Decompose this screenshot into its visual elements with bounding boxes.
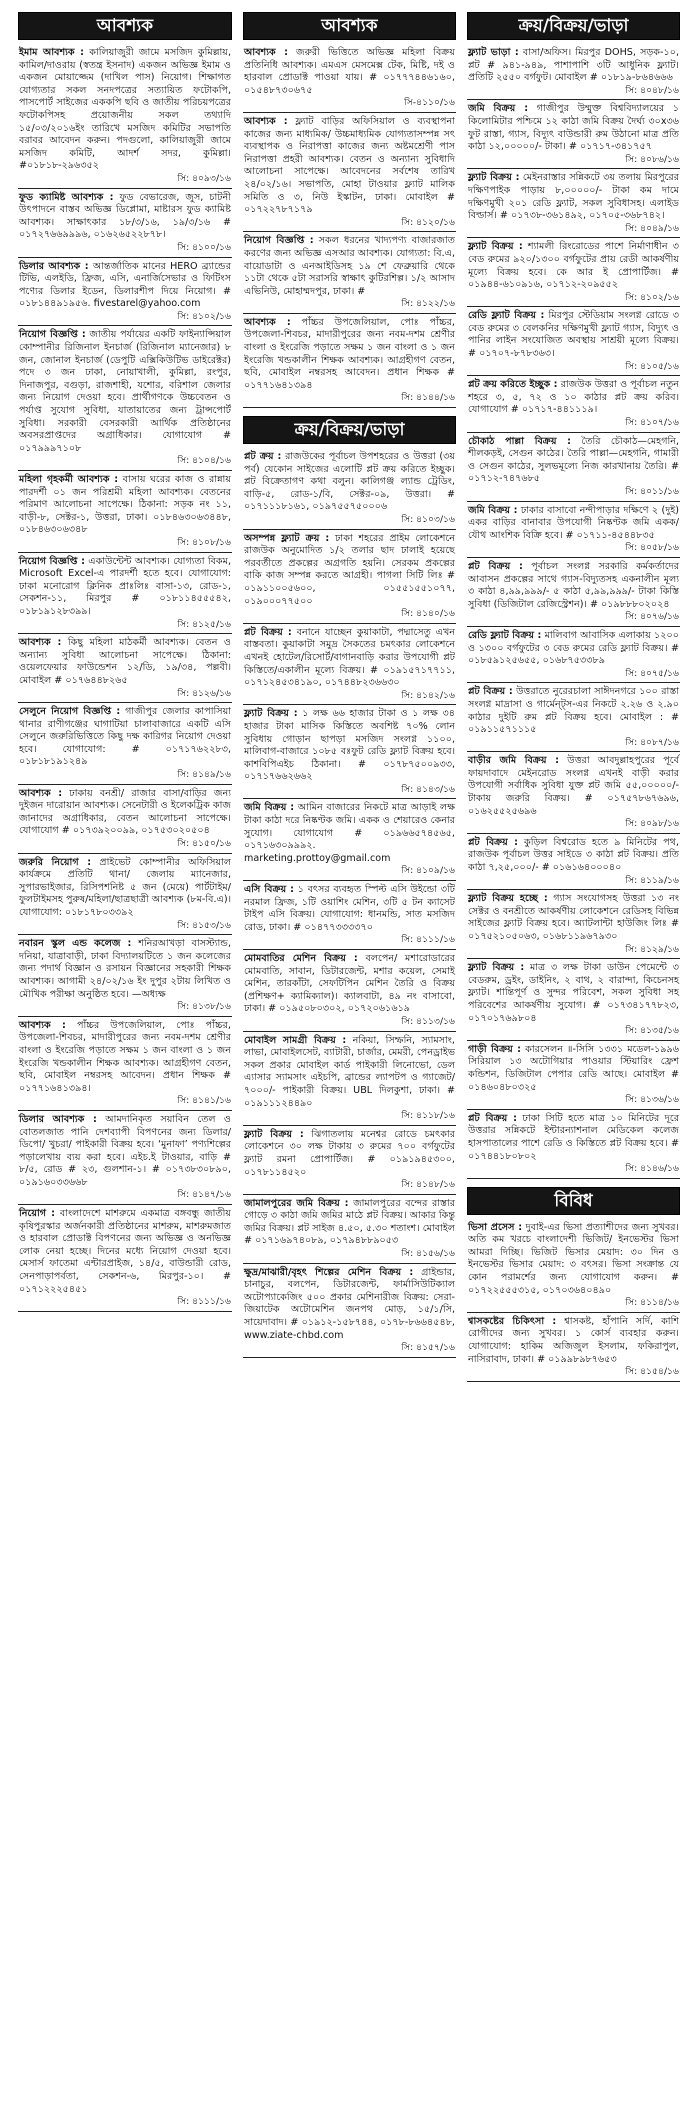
ad-code: সি: ৪১৫৭/১৬: [401, 1342, 455, 1354]
ad-body: বাসা/অফিস। মিরপুর DOHS, সড়ক-১০, প্লট # ৯৪১-৯৪৯, পাশাপাশি ৩টি আধুনিক ফ্ল্যাট। প্রতিটি ২৫৫০ বর্গফুট। মোবাইল # ০১৮১৯-৮৬৪৬৬৬: [468, 47, 679, 84]
ad-keyword: ফ্ল্যাট ভাড়া :: [468, 47, 519, 58]
ad-code: সি: ৪১০৭/১৬: [625, 417, 679, 429]
ad-body: ফ্ল্যাট বাড়ির অফিসিয়াল ও ব্যবস্থাপনা কাজের জন্য মাধ্যমিক/ উচ্চমাধ্যমিক যোগ্যতাসম্পন্ন সৎ ব্যবস্থাপক ও নিরাপত্তা কাজের জন্য অষ্টমশ্রেণী পাস নিরাপত্তা প্রহরী আবশ্যক। বেতন ও অন্যান্য সুবিধাদি আলোচনা সাপেক্ষে। আবেদনের সর্বশেষ তারিখ ২৪/০২/১৬। সভাপতি, মোহা টাওয়ার ফ্ল্যাট মালিক সমিতি ও ৩, নিউ ইস্কাটন, ঢাকা। মোবাইল # ০১৭২২৭৮৭১৭৯: [244, 115, 455, 216]
section-heading: ক্রয়/বিক্রয়/ভাড়া: [243, 416, 456, 444]
classified-ad: [467, 1041, 680, 1110]
ad-keyword: রেডি ফ্ল্যাট বিক্রয় :: [468, 310, 545, 322]
ad-body: তৈরি চৌকাঠ—মেহগনি, শীলকড়ই, সেগুন কাঠের। তৈরি পাল্লা—মেহগনি, গামারী ও সেগুন কাঠের, সুলভমূল্যে নিজ কারখানায় তৈরি। # ০১৭১২-৭৪৭৬৮৫: [468, 435, 680, 485]
ad-keyword: রেডি ফ্ল্যাট বিক্রয় :: [468, 629, 542, 641]
ad-code: সি: ৪১৪৯/১৬: [177, 769, 231, 781]
classified-ad: [243, 624, 456, 706]
classified-ad: [243, 44, 456, 113]
ad-keyword: জমি বিক্রয় :: [244, 802, 295, 814]
ad-code: সি: ৪১১১/১৬: [177, 1296, 231, 1308]
ad-keyword: আবশ্যক :: [19, 1019, 66, 1031]
classified-ad: [467, 1313, 680, 1382]
classified-ad: [467, 834, 680, 890]
classified-ad: [18, 1111, 232, 1205]
ad-body: জরুরী ভিত্তিতে অভিজ্ঞ মহিলা বিক্রয় প্রতিনিধি আবশ্যক। এমএস মেসমেক্স টেক, মিষ্টি, দই ও হারবাল প্রোডাক্ট পাওয়া যায়। # ০১৭৭৭৪৪৬১৬০, ০১৫৪৮৭৩০৬৭৫: [244, 47, 455, 96]
column-2: [243, 12, 456, 2103]
ad-keyword: প্লট বিক্রয় :: [468, 836, 518, 848]
classified-ad: [467, 627, 680, 683]
ad-body: দুবাই-এর ভিসা প্রত্যাশীদের জন্য সুখবর। অতি কম খরচে বাংলাদেশী ভিজিট/ ইনভেস্টর ভিসা আমরা দিচ্ছি। ভিজিট ভিসার মেয়াদ: ৩০ দিন ও ইনভেস্টর ভিসার মেয়াদ: ৩ বৎসর। ভিসা সংক্রান্ত যে কোন পরামর্শের জন্য যোগাযোগ করুন। # ০১৭২২৫৫৫৩১৫, ০১৭০৩৬৪০৪৯০: [468, 1221, 679, 1296]
classified-ad: [18, 1017, 232, 1111]
ad-code: সি: ৪১৫৬/১৬: [401, 1248, 455, 1260]
classified-ad: [467, 1110, 680, 1179]
ad-keyword: জমি বিক্রয় :: [468, 504, 518, 516]
ad-keyword: নিয়োগ :: [19, 1208, 56, 1220]
ad-code: সি: ৪১৫৩/১৬: [177, 919, 231, 931]
ad-body: কুড়িল বিশ্বরোড হতে ৯ মিনিটের পথ, রাজউক পূর্বাচল উত্তর সাইডে ৩ কাঠা প্লট বিক্রয়। প্রতি কাঠা ৭,২৫,০০০/- # ০১৬১৬৪০০০৪০: [468, 836, 679, 874]
classified-ad: [467, 683, 680, 752]
ad-keyword: এসি বিক্রয় :: [244, 884, 294, 896]
ad-keyword: ডিলার আবশ্যক :: [19, 1113, 97, 1125]
ad-keyword: ফ্ল্যাট বিক্রয় :: [468, 241, 523, 253]
ad-body: মিরপুর স্টেডিয়াম সংলগ্ন রোডে ৩ বেড রুমের ৩ বেলকনির দক্ষিণমুখী ফ্ল্যাট গ্যাস, বিদ্যুৎ ও পানির লাইন সংযোজিত অবস্থায় সাশ্রয়ী মূল্যে বিক্রয়। # ০১৭০৭-৮৭৮৩৬৩।: [468, 310, 679, 360]
ad-code: সি: ৪১৩৬/১৬: [625, 1094, 679, 1106]
classified-ad: [467, 1219, 680, 1313]
ad-keyword: আবশ্যক :: [244, 316, 291, 328]
classified-ad: [243, 232, 456, 314]
classified-ad: [18, 326, 232, 471]
ad-body: ১ বৎসর ব্যবহৃত স্পিল্ট এসি উইন্ডো ৩টি নরমাল ফ্রিজ, ১টি ওয়াশিং মেশিন, ৩টি ৫ টন ক্যাসেট টাইপ এসি বিক্রয়। যোগাযোগ: ধানমন্ডি, সাত মসজিদ রোড, ঢাকা। # ০১৪৭৭৩৩৩৩৭০: [244, 884, 456, 933]
ad-code: সি: ৪০৯৩/১৬: [177, 172, 231, 184]
ad-code: সি: ৪১৪৭/১৬: [177, 1189, 231, 1201]
ad-keyword: ভিসা প্রসেস :: [468, 1221, 523, 1233]
ad-keyword: প্লট বিক্রয় :: [468, 560, 523, 572]
ad-body: গাজীপুর উম্মুক্ত বিশ্ববিদ্যালয়ের ১ কিলোমিটার পশ্চিমে ১২ কাঠা জমি বিক্রয় দৈর্ঘ্য ৩০x৩৬ ফুট রাস্তা, গ্যাস, বিদ্যুৎ বাউন্ডারী রুম উঠানো মাত্র প্রতি কাঠা ১২,০০০০০/- টাকা। # ০১৭১৭-৩৪১৭৫৭: [468, 103, 679, 153]
ad-keyword: অসম্পন্ন ফ্ল্যাট ক্রয় :: [244, 532, 330, 544]
ad-code: সি: ৪১৪২/১৬: [401, 689, 455, 701]
ad-keyword: ফ্ল্যাট বিক্রয় হচ্ছে :: [468, 893, 548, 905]
ad-body: একাউন্টেন্ট আবশ্যক। যোগ্যতা বিকম, Microsoft Excel-এ পারদর্শী হতে হবে। যোগাযোগ: ঢাকা মনোরোগ ক্লিনিক প্রাঃলিঃ বাসা-১৩, রোড-১, সেকশন-১১, মিরপুর # ০১৮১১৪৫৫৫৪২, ০১৮১৯১২৮৩৯৯।: [19, 555, 231, 617]
ad-code: সি: ৪১৪৮/১৬: [401, 1179, 455, 1191]
ad-body: কালিয়াজুরী জামে মসজিদ কুমিল্লায়, কামিল/দাওরায় (স্বতন্ত্র ইসনাদ) একজন অভিজ্ঞ ইমাম ও একজন মোয়াজ্জেম (দাখিল পাস) নিয়োগ। শিক্ষাগত যোগ্যতার সকল সনদপত্রের সত্যায়িত ফটোকপি, পাসপোর্ট সাইজের এককপি ছবি ও জাতীয় পরিচয়পত্রের ফটোকপিসহ প্রয়োজনীয় সকল তথ্যাদি ১৫/০৩/২০১৬ইং তারিখে মসজিদ কমিটির সভাপতি বরাবর আবেদন করুন। পদগুলো, কালিয়াজুরী জামে মসজিদ কমিটি, আদর্শ সদর, কুমিল্লা। #০১৮১৮-২৯৬৩৫২: [19, 47, 231, 172]
ad-body: মেইনরাস্তার সন্নিকটে ৩য় তলায় মিরপুরের দক্ষিণপাইক পাড়ায় ৮,০০০০০/- টাকা কম দামে দক্ষিণমুখী ২০১ রেডি ফ্ল্যাট, সকল সুবিধাসহ। এলাইড বিল্ডার্স। # ০১৭৩৮-৩৬১৪৯২, ০১৭০৫-৩৬৮৭৪২।: [468, 172, 679, 222]
ad-keyword: প্লট বিক্রয় :: [468, 686, 513, 698]
ad-body: ১ লক্ষ ৬৬ হাজার টাকা ও ১ লক্ষ ৩৪ হাজার টাকা মাসিক কিস্তিতে অবশিষ্ট ৭০% লোন সুবিধায় গোড়ান ছাপড়া মসজিদ সংলগ্ন ১১০০, মালিবাগ-বাজারে ১০৮৫ বঃফুট রেডি ফ্ল্যাট বিক্রয় হবে। কাশবিপিএইচ ঠিকানা। # ০১৭৮৭৫০০৯৩৩, ০১৭১৭৬৬২৬৬২: [244, 708, 455, 783]
ad-code: সি: ৪১৩৫/১৬: [625, 1025, 679, 1037]
ad-keyword: নিয়োগ বিজ্ঞপ্তি :: [19, 329, 86, 341]
classified-ad: [243, 448, 456, 530]
classified-ad: [18, 189, 232, 258]
ad-code: সি: ৪০৭৬/১৬: [625, 611, 679, 623]
classified-ad: [243, 1126, 456, 1195]
ad-body: পাঁচ্চর উপজেলিয়াল, পোঃ পাঁচ্চর, উপজেলা-শিবচর, মাদারীপুরের জন্য নবম-দশম শ্রেণীর বাংলা ও ইংরেজি পড়াতে সক্ষম ১ জন বাংলা ও ১ জন ইংরেজি খন্ডকালীন শিক্ষক আবশ্যক। আগ্রহীগণ বেতন, ছবি, মোবাইল নম্বরসহ আবেদন। প্রধান শিক্ষক # ০১৭৭১৬৪১৩৯৪: [244, 316, 455, 391]
section-heading: আবশ্যক: [18, 12, 232, 40]
ad-body: আন্তর্জাতিক মানের HERO ব্র্যান্ডের টিভি, এলইডি, ফ্রিজ, এসি, এনার্জিসেভার ও ফিটিংস পণ্যের ডিলার ইডেন, ডিলারশীপ দিয়ে নিয়োগ। # ০১৮১৪৪৯১৯৫৬. fivestarel@yahoo.com: [19, 260, 231, 310]
ad-body: রাজউকের পূর্বাচল উপশহরের ও উত্তরা (৩য় পর্ব) যেকোন সাইজের এলোটি প্লট ক্রয় করিতে ইচ্ছুক। প্লট বিক্রেতাগণ কথা বলুন। কালিগঞ্জ ল্যান্ড ট্রেডিং, বাড়ি-৫, রোড-১/বি, সেক্টর-০৯, উত্তরা। # ০১৭১১১৮১৬১, ০১৯৭৫৫৭৫০০০৬: [244, 451, 455, 513]
classified-ad: [467, 502, 680, 558]
ad-code: সি: ৪১০০/১৬: [177, 241, 231, 253]
classified-ad: [18, 471, 232, 553]
classified-ad: [18, 703, 232, 785]
ad-body: ফুড বেভারেজ, জুস, চাটনী উৎপাদনে বাস্তব অভিজ্ঞ ডিপ্লোমা, মাষ্টারস ফুড ক্যামিষ্ট আবশ্যক। সাক্ষাৎকার ১৮/৩/১৬, ১৯/৩/১৬ # ০১৭২৭৬৬৯৯৯৬, ০১৬২৬৫২২৮৭৮।: [19, 191, 231, 241]
ad-code: সি: ৪০৯৮/১৬: [625, 818, 679, 830]
ad-body: নকিয়া, সিম্ফনি, স্যামসাং, লাভা, মোবাইলসেট, ব্যাটারী, চার্জার, মেমরী, পেনড্রাইভ সকল প্রকার মোবাইল কার্ড পাইকারী লিনোভো, ডেল এ্যাসার স্যামসাং এইচপি, ব্রান্ডের ল্যাপটপ ও গ্যাজেট/ ৭০০০/- পাইকারী বিক্রয়। UBL দিলকুশা, ঢাকা। # ০১৯১১১২৪৪৯০: [244, 1034, 455, 1109]
ad-body: শ্বাসকষ্ট, হাঁপানি সর্দি, কাশি রোগীদের জন্য সুখবর। ১ কোর্স ব্যবহার করুন। যোগাযোগ: হাকিম অজিজুল ইসলাম, ফকিরাপুল, নাসিরাবাদ, ঢাকা। # ০১৯৯৮৯৮৭৬৫৩: [468, 1315, 679, 1365]
ad-body: গাজীপুর জেলার কাপাসিয়া থানার রাণীগঞ্জের ঘাগাটিয়া চালাবাজারে একটি এসি সেলুনে জরুরিভিত্তিতে কিছু দক্ষ কারিগর নিয়োগ দেওয়া হবে। যোগাযোগ: # ০১৭১৭৬২২৮৩, ০১৮১৮১৯১২৪৯: [19, 706, 231, 768]
ad-body: সকল ধরনের খাদ্যপণ্য বাজারজাত করণের জন্য অভিজ্ঞ এসআর আবশ্যক। যোগ্যতা: বি.এ, বায়োডাটা ও এনআইডিসহ ১৯ শে ফেব্রুয়ারি থেকে ১১টা থেকে ৫টা সরাসরি স্বাক্ষাৎ কুটিরশিল্প। ১/২ আসাদ এভিনিউ, মোহাম্মদপুর, ঢাকা। #: [244, 235, 455, 297]
classified-ad: [243, 1032, 456, 1126]
classified-ad: [243, 799, 456, 881]
classified-ad: [467, 169, 680, 238]
ad-body: উত্তরা আবদুল্লাহপুরের পূর্বে ফায়দাবাদে মেইনরোড সংলগ্ন এখনই বাড়ী করার উপযোগী সর্বাধিক সুবিধা যুক্ত প্লট জমি ৫৫,০০০০০/- টাকায় জরুরি বিক্রয়। # ০১৭৫৭৮৬৭৬৯৬, ০১৬২৫৫২৫৬৯৬: [468, 755, 680, 817]
ad-body: জাতীয় পর্যায়ের একটি ফাইন্যান্সিয়াল কোম্পানীর রিজিনাল ইনচার্জ (রিজিনাল ম্যানেজার) ৮ জন, জোনাল ইনচার্জ (ডেপুটি এক্সিকিউটিভ ডাইরেক্টর) পদে ৩ জন ঢাকা, নোয়াখালী, কুমিল্লা, রংপুর, দিনাজপুর, বগুড়া, রাজশাহী, যশোর, বরিশাল জেলার জন্য নিয়োগ দেওয়া হবে। প্রার্থীগণকে উচ্চবেতন ও পর্যাপ্ত সুযোগ সুবিধা, যাতায়াতের জন্য ট্রান্সপোর্ট সুবিধা। সরকারী বেসরকারী আর্থিক প্রতিষ্ঠানের অবসরপ্রাপ্তদের অগ্রাধিকার। যোগাযোগ # ০১৭৯৯৯৭১০৮: [19, 329, 231, 454]
ad-keyword: ফ্ল্যাট বিক্রয় :: [244, 708, 298, 720]
ad-keyword: প্লট ক্রয় :: [244, 451, 282, 463]
ad-body: কারসেলন ॥-সিসি ১৩৩১ মডেল-১৯৯৬ সিরিয়াল ১৩ অটোগিয়ার পাওয়ার স্টিয়ারিং ফ্রেশ কন্ডিশন, ডিজিটাল পেপার রেডি আছে। মোবাইল # ০১৪৬০৪৮০৩২৫: [468, 1043, 679, 1093]
ad-keyword: ফ্ল্যাট বিক্রয় :: [244, 1128, 304, 1140]
ad-code: সি: ৪১৩৮/১৬: [177, 1001, 231, 1013]
ad-code: সি: ৪১২০/১৬: [401, 216, 455, 228]
classified-ad: [467, 44, 680, 100]
ad-code: সি: ৪১২৫/১৬: [177, 618, 231, 630]
ad-code: সি: ৪১০৪/১৬: [177, 455, 231, 467]
ad-code: সি: ৪১১১/১৬: [401, 934, 455, 946]
ad-code: সি: ৪১০৯/১৬: [401, 865, 455, 877]
ad-code: সি: ৪১০৫/১৬: [625, 360, 679, 372]
section-heading: বিবিধ: [467, 1187, 680, 1215]
ad-keyword: প্লট বিক্রয় :: [468, 1112, 517, 1124]
classified-ad: [467, 959, 680, 1041]
ad-body: বাংলাদেশে মাশরুমে একমাত্র বঙ্গবন্ধু জাতীয় কৃষিপুরস্কার অর্জনকারী প্রতিষ্ঠানের মাশরুম, মাশরুমজাত ও হারবাল প্রোডাক্ট বিপণনের জন্য অভিজ্ঞ ও অনভিজ্ঞ লোক নেয়া হচ্ছে। দিনের মধ্যে নিয়োগ দেওয়া হবে। মেসার্স ফাতেমা এন্টারপ্রাইজ, ১৪/৫, বাউন্ডারী রোড, সেনপাড়াপর্বতা, সেকশন-৬, মিরপুর-১০। # ০১৭১২২২৫৪৫১: [19, 1208, 231, 1295]
ad-code: সি: ৪০১১/১৬: [625, 486, 679, 497]
ad-code: সি: ৪১৫০/১৬: [177, 838, 231, 850]
ad-body: বাসায় ঘরের কাজ ও রান্নায় পারদর্শী ০১ জন পরিশ্রমী মহিলা আবশ্যক। বেতনের পরিমাণ আলোচনা সাপেক্ষে। ঠিকানা: সড়ক নং ১১, বাড়ী-৮, সেক্টর-১, উত্তরা, ঢাকা। ০১৮৪৬৩০৬৩৪৪৮, ০১৮৪৬৩০৬৩৪৮: [19, 474, 231, 536]
ad-keyword: নবারন স্কুল এন্ড কলেজ :: [19, 938, 132, 950]
ad-keyword: ফ্ল্যাট বিক্রয় :: [468, 962, 525, 974]
classified-ad: [467, 433, 680, 502]
ad-keyword: প্লট ক্রয় করিতে ইচ্ছুক :: [468, 379, 558, 391]
ad-code: সি: ৪০৪৯/১৬: [625, 222, 679, 234]
classified-ad: [467, 100, 680, 169]
ad-body: আমদানিকৃত সয়াবিন তেল ও বোতলজাত পানি দেশব্যাপী বিপণনের জন্য ডিলার/ ডিপো/ খুচরা/ পাইকারী বিক্রয় হবে। ‘মুনাফা’ পণ্যশিল্পের পড়ালেখায় ব্যয় করা হবে। এইচ.ই টাওয়ার, বাড়ি # ৮/৫, রোড # ২৩, গুলশান-১। # ০১৭৩৮৩০৮৯০, ০১৯১৬০৩৩৬৬৮: [19, 1113, 231, 1188]
classified-ad: [467, 752, 680, 834]
ad-keyword: ক্ষুদ্র/মাঝারী/বৃহৎ শিল্পের মেশিন বিক্রয় :: [244, 1266, 414, 1278]
ad-code: সি: ৪১২২/১৬: [401, 298, 455, 310]
ad-code: সি: ৪১৪১/১৬: [177, 1095, 231, 1107]
classified-ad: [18, 258, 232, 327]
section-heading: ক্রয়/বিক্রয়/ভাড়া: [467, 12, 680, 40]
ad-code: সি: ৪০৭৫/১৬: [625, 667, 679, 679]
classified-ad: [243, 1195, 456, 1264]
classified-ad: [18, 854, 232, 936]
ad-keyword: চৌকাঠ পাল্লা বিক্রয় :: [468, 435, 571, 447]
ad-keyword: শ্বাসকষ্টের চিকিৎসা :: [468, 1315, 557, 1327]
ad-code: সি: ৪১২৬/১৬: [177, 687, 231, 699]
ad-body: গ্রাইন্ডার, চানাচুর, বলপেন, ডিটারজেন্ট, ফার্মাসিউটিক্যাল অটোপ্যাকেজিং ৫০০ প্রকার মেশিনারীজ বিক্রয়: সেরা-জিয়াটেক অটোমেশিন জনপথ মোড়, ১৫/১/সি, সায়েদাবাদ। # ০১৯১২-১৫৮৭৪৪, ০১৭৮-৮৬৬৪৫৪৮, www.ziate-chbd.com: [244, 1266, 455, 1341]
classified-ad: [243, 530, 456, 624]
ad-keyword: ডিলার আবশ্যক :: [19, 260, 89, 272]
ad-code: সি: ৪১৪৬/১৬: [625, 1163, 679, 1175]
ad-code: সি: ৪১১৩/১৬: [401, 1015, 455, 1027]
ad-body: ঢাকা সিটি হতে মাত্র ১০ মিনিটের দূরে উত্তরার সন্নিকটে ইন্টারন্যাশনাল মেডিকেল কলেজ হাসপাতালের পাশে রেডি ও কিস্তিতে প্লট বিক্রয় হবে। # ০১৭৪৪১৮০৮০২: [468, 1112, 679, 1162]
ad-code: সি: ৪০৫৮/১৬: [625, 542, 679, 554]
ad-code: সি: ৪১২৯/১৬: [625, 943, 679, 955]
ad-keyword: সেলুনে নিয়োগ বিজ্ঞপ্তি :: [19, 706, 121, 718]
ad-code: সি: ৪১৫৪/১৬: [625, 1366, 679, 1378]
ad-keyword: নিয়োগ বিজ্ঞপ্তি :: [19, 555, 85, 567]
ad-keyword: মহিলা গৃহকর্মী আবশ্যক :: [19, 474, 119, 485]
ad-keyword: প্লট বিক্রয় :: [244, 626, 292, 638]
ad-body: উত্তরাতে নুরেরচালা সাঈদনগরে ১০০ রাস্তা সংলগ্ন মাদ্রাসা ও গার্মেন্ট্স-এর নিকটে ২.২৬ ও ২.৯০ কাঠার দুইটি রুম প্লট বিক্রয় হবে। মোবাইল : # ০১৯১১৫৭১১১৫: [468, 686, 679, 736]
ad-keyword: জমি বিক্রয় :: [468, 103, 529, 115]
ad-code: সি: ৪০৮৭/১৬: [625, 736, 679, 748]
ad-code: সি: ৪০৮৬/১৬: [625, 153, 679, 165]
ad-keyword: ইমাম আবশ্যক :: [19, 47, 84, 58]
ad-code: সি: ৪০৪৮/১৬: [625, 84, 679, 96]
ad-code: সি: ৪১৪৩/১৬: [401, 783, 455, 795]
ad-code: সি: ৪১০৮/১৬: [177, 536, 231, 548]
classified-ad: [243, 113, 456, 232]
column-3: [467, 12, 680, 2103]
ad-keyword: আবশ্যক :: [19, 637, 62, 649]
ad-body: ঢাকা শহরের প্রাইম লোকেশনে রাজউক অনুমোদিত ১/২ তলার ছাদ ঢালাই হয়েছে পরবর্তীতে প্রকল্পের অগ্রগতি হয়নি। সেরকম প্রকল্পের বাকি কাজ সম্পন্ন করতে আগ্রহী। পাগলা সিটি লিঃ # ০১৯১১০০৫৬০০, ০১৫৫১৫৫১০৭৭, ০১৯০০০৭৭৫০০: [244, 532, 456, 607]
classified-ad: [243, 1264, 456, 1358]
ad-code: সি: ৪১৪৪/১৬: [401, 392, 455, 404]
classified-ad: [18, 785, 232, 854]
classified-ad: [18, 634, 232, 703]
classified-ad: [467, 307, 680, 376]
ad-keyword: আবশ্যক :: [19, 787, 63, 799]
ad-body: জামালপুরের বন্দের রাস্তার গোড়ে ৩ কাঠা জমি জমির মাঠে প্লট বিক্রয়। আকার কিন্তু জমির বিক্রয়। প্লট সাইজ ৪.৫০, ৫.৩০ শতাংশ। মোবাইল # ০১৭১৬৯৭৪০৮৯, ০১৭৯৪৮৮৯০৫৩: [244, 1197, 455, 1247]
ad-body: আমিন বাজারের নিকটে মাত্র আড়াই লক্ষ টাকা কাঠা দরে নিষ্কণ্টক জমি। একক ও শেয়ারেও কেনার সুযোগ। যোগাযোগ # ০১৯৬৬৫৭৪৫৬৫, ০১৭১৬৩০৯৯৯২. marketing.prottoy@gmail.com: [244, 802, 455, 864]
ad-keyword: মোমবাতির মেশিন বিক্রয় :: [244, 953, 358, 964]
ad-body: ঢাকার বাসাবো নন্দীপাড়ার দক্ষিণে ২ (দুই) একর বাড়ির বানাবার উপযোগী নিষ্কণ্টক জমি একক/যৌথ আংশিক বিক্রি হবে। # ০১৭১১-৪৫৪৪৮৩৫: [468, 504, 679, 541]
ad-code: সি: ৪১১৪/১৬: [625, 1297, 679, 1309]
ad-body: বলপেন/ মশারোডারের মোমবাতি, সাবান, ডিটারজেন্ট, মশার কয়েল, সেমাই মেশিন, তারকাঁটা, সেফটিপিন মেশিন তৈরি ও বিক্রয় (প্রশিক্ষণ+ ক্যামিক্যাল)। ক্যালবাটা, ৪৯ নং বাসাবো, ঢাকা। # ০১৯৫০৮০৩০২, ০১৭২০৬১৬১৯: [244, 953, 455, 1015]
classified-ad: [467, 890, 680, 959]
ad-body: মালিবাগ আবাসিক এলাকায় ১২০০ ও ১৩০০ বর্গফুটের ৩ বেড রুমের রেডি ফ্ল্যাট বিক্রয়। # ০১৮৫৯১২৫৬৫৫, ০১৬৮৭৫৩৩৮৯: [468, 629, 679, 667]
classified-ad: [467, 558, 680, 627]
classified-ad: [18, 935, 232, 1017]
ad-code: সি: ৪১০২/১৬: [177, 310, 231, 322]
column-1: [18, 12, 232, 2103]
ad-body: শনিরআখড়া বাসস্ট্যান্ড, দনিয়া, যাত্রাবাড়ী, ঢাকা বিদ্যালয়টিতে ১ জন কলেজের জন্য পদার্থ বিজ্ঞান ও রসায়ন বিজ্ঞানের সহকারী শিক্ষক আবশ্যক। আগামী ২৪/০২/১৬ ইং দুপুর ২টায় লিখিত ও মৌখিক পরীক্ষা অনুষ্ঠিত হবে। —অধ্যক্ষ: [19, 938, 231, 1000]
ad-body: কিছু মহিলা মাঠকর্মী আবশ্যক। বেতন ও অন্যান্য সুবিধা আলোচনা সাপেক্ষে। ঠিকানা: ওয়েলফেয়ার ফাউন্ডেশন ১২/ডি, ১৯/৩৪, পল্লবী। মোবাইল # ০১৭৬৪৪৮২৬৫: [19, 637, 231, 686]
ad-body: রাজউক উত্তরা ও পূর্বাচল নতুন শহরে ৩, ৫, ৭২ ও ১০ কাঠার প্লট ক্রয় করিব। যোগাযোগ # ০১৭১৭-৪৪১১১৯।: [468, 379, 679, 416]
classified-ad: [243, 950, 456, 1032]
ad-code: সি: ৪১৪০/১৬: [401, 608, 455, 620]
ad-code: সি: ৪১০২/১৬: [625, 291, 679, 303]
ad-keyword: বাড়ীর জমি বিক্রয় :: [468, 755, 559, 767]
classified-ad: [18, 553, 232, 635]
classified-ad: [243, 881, 456, 950]
classified-ad: [467, 376, 680, 432]
ad-body: ঝিগাতলায় মনেশ্বর রোডে চমৎকার লোকেশনে ৩০ লক্ষ টাকায় ৩ রুমের ৭০০ বর্গফুটের ফ্ল্যাট রমনা প্রোপার্টিজ। # ০১৯১৯৪৫৩০০, ০১৭৮১১৪৫২০: [244, 1128, 455, 1178]
ad-keyword: ফুড ক্যামিষ্ট আবশ্যক :: [19, 191, 114, 203]
ad-code: সি-৪১১০/১৬: [404, 97, 455, 109]
ad-code: সি: ৪১১৮/১৬: [401, 1110, 455, 1122]
ad-body: শ্যামলী রিংরোডের পাশে নির্মাণাধীন ৩ বেড রুমের ৯২০/১৩০০ বর্গফুটের প্রায় রেডী আকর্ষণীয় মূল্যে বিক্রয় হবে। কে আর ই প্রোপার্টিজ। # ০১৯৪৪-৬১০৯১৬, ০১৭১২-২০৯৫৫২: [468, 241, 679, 291]
ad-body: পাঁচ্চর উপজেলিয়াল, পোঃ পাঁচ্চর, উপজেলা-শিবচর, মাদারীপুরের জন্য নবম-দশম শ্রেণীর বাংলা ও ইংরেজি পড়াতে সক্ষম ১ জন বাংলা ও ১ জন ইংরেজি খন্ডকালীন শিক্ষক আবশ্যক। আগ্রহীগণ বেতন, ছবি, মোবাইল নম্বরসহ আবেদন। প্রধান শিক্ষক # ০১৭৭১৬৪১৩৯৪।: [19, 1019, 231, 1094]
section-heading: আবশ্যক: [243, 12, 456, 40]
classified-ad: [243, 314, 456, 408]
ad-body: পূর্বাচল সংলগ্ন সরকারি কর্মকর্তাদের আবাসন প্রকল্পের সাথে গ্যাস-বিদ্যুতসহ একনালীন মূল্য ৩ কাঠা ৪,৯৯,৯৯৯/- ৫ কাঠা ৫,৯৯,৯৯৯/- টাকা কিস্তি সুবিধা (ডিজিটাল রেজিস্ট্রেশন)। # ০১৯৮৮৮০২০২৪: [468, 560, 679, 610]
ad-body: গ্যাস সংযোগসহ উত্তরা ১৩ নং সেক্টর ও বনশ্রীতে আকর্ষণীয় লোকেশনে রেডিসহ বিভিন্ন সাইজের ফ্ল্যাট বিক্রয় হবে। অ্যাটলান্টা হাউজিং লিঃ # ০১৭৫২১০৫০৬৩, ০১৬৮১১৯৬৭৯৩০: [468, 893, 679, 942]
ad-code: সি: ৪১১৯/১৬: [625, 874, 679, 886]
ad-keyword: মোবাইল সামগ্রী বিক্রয় :: [244, 1034, 347, 1046]
ad-keyword: আবশ্যক :: [244, 47, 288, 58]
ad-keyword: গাড়ী বিক্রয় :: [468, 1043, 522, 1055]
ad-keyword: আবশ্যক :: [244, 115, 288, 127]
ad-code: সি: ৪১০৩/১৬: [401, 514, 455, 525]
classified-ad: [243, 705, 456, 799]
classified-ad: [467, 238, 680, 307]
ad-body: ঢাকায় বনশ্রী/ রাজার বাসা/বাড়ির জন্য দুইজন দারোয়ান আবশ্যক। সেনেটারী ও ইলেকট্রিক কাজ জানাদের অগ্রাধিকার, বেতন আলোচনা সাপেক্ষে। যোগাযোগ # ০১৭৩৯২০০৯৯, ০১৭৫৩০২০৫০৪: [19, 787, 231, 837]
ad-keyword: নিয়োগ বিজ্ঞপ্তি :: [244, 235, 314, 247]
ad-body: মাত্র ৩ লক্ষ টাকা ডাউন পেমেন্টে ৩ বেডরুম, ড্রইং, ডাইনিং, ২ বাথ, ২ বারান্দা, কিচেনসহ ফ্ল্যাট। শান্তিপূর্ণ ও সুন্দর পরিবেশ, সকল সুবিধা সহ পরিবেশের আকর্ষণীয় সুযোগ। # ০১৭৩৪১৭৭৮২৩, ০১৭০১৭৬৯৮০৪: [468, 962, 679, 1024]
ad-keyword: জরুরি নিয়োগ :: [19, 856, 92, 868]
ad-body: বনানে যাচ্ছেন কুয়াকাটা, পদ্মাসেতু এখন বাস্তবতা। কুয়াকাটা সমুদ্র সৈকতের চমৎকার লোকেশনে এখনই হোটেল/রিসোর্ট/বাগানবাড়ি করার উপযোগী প্লট কিস্তিতে/একালীন মূল্যে বিক্রয়। # ০১৯১৫৭১৭৭১১, ০১৭১২৪৫৩৪১৯০, ০১৭৪৪৮২৩৬৬৩০: [244, 626, 455, 689]
ad-keyword: ফ্ল্যাট বিক্রয় :: [468, 172, 520, 184]
classified-ad: [18, 1205, 232, 1312]
ad-body: প্রাইভেট কোম্পানীর অফিসিয়াল কার্যক্রমে প্রতিটি থানা/ জেলায় ম্যানেজার, সুপারভাইজার, রিসিপশনিষ্ট ৫ জন (মেয়ে) পার্টটাইম/ ফুলটাইমসহ পুরুষ/মহিলা/ছাত্রছাত্রী আবশ্যক (৮ম-বি.এ)। যোগাযোগ: ০১৮১৭৮০৩৩৯২: [19, 856, 231, 918]
classified-ad: [18, 44, 232, 189]
ad-keyword: জামালপুরের জমি বিক্রয় :: [244, 1197, 349, 1209]
